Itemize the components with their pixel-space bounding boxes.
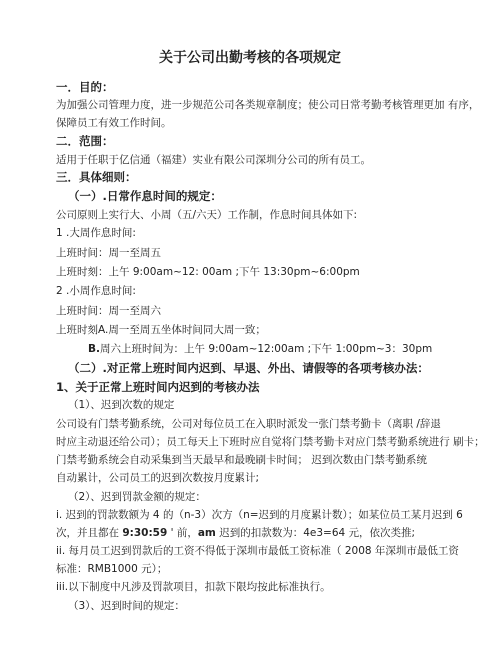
late-count-text-2: 时应主动退还给公司）；员工每天上下班时应自觉将门禁考勤卡对应门禁考勤系统进行 刷卡； (56, 436, 485, 448)
scope-text: 适用于任职于亿信通（福建）实业有限公司深圳分公司的所有员工。 (56, 154, 371, 166)
small-week-days: 上班时间：周一至周六 (56, 305, 161, 317)
fine-rule-i-1: i. 迟到的罚款数额为 4 的（n-3）次方（n=迟到的月度累计数）；如某位员工某月迟到 6 (56, 509, 463, 521)
fine-rule-i-2e: 迟到的扣款数为：4e3=64 元，依次类推; (215, 527, 416, 539)
big-week-label: 1 .大周作息时间: (56, 227, 136, 239)
document-title: 关于公司出勤考核的各项规定 (159, 50, 341, 66)
late-count-label: （1）、迟到次数的规定 (68, 399, 175, 411)
section-rules-heading: 三．具体细则： (56, 170, 137, 184)
item-late-heading: 1、关于正常上班时间内迟到的考核办法 (56, 380, 260, 394)
purpose-text-2: 保障员工有效工作时间。 (56, 117, 172, 129)
late-count-text-4: 自动累计，公司员工的迟到次数按月度累计; (56, 472, 260, 484)
schedule-text: 公司原则上实行大、小周（五/六天）工作制，作息时间具体如下: (56, 209, 358, 221)
fine-rule-i-am: am (197, 527, 216, 539)
late-time-label: （3）、迟到时间的规定： (68, 600, 185, 612)
subsection-attendance-heading: （二）.对正常上班时间内迟到、早退、外出、请假等的各项考核办法： (68, 361, 429, 375)
late-count-text-3: 门禁考勤系统会自动采集到当天最早和最晚刷卡时间； 迟到次数由门禁考勤系统 (56, 454, 427, 466)
late-count-text-1: 公司设有门禁考勤系统，公司对每位员工在入职时派发一张门禁考勤卡（离职 /辞退 (56, 418, 441, 430)
small-week-hours-b-text: 周六上班时间为：上午 9:00am~12:00am ;下午 1:00pm~3：30pm (100, 343, 433, 355)
small-week-label: 2 .小周作息时间: (56, 285, 136, 297)
big-week-days: 上班时间：周一至周五 (56, 247, 161, 259)
fine-rule-i-time: 9:30:59 (122, 527, 168, 539)
purpose-text-1: 为加强公司管理力度，进一步规范公司各类规章制度；使公司日常考勤考核管理更加 有序， (56, 99, 480, 111)
fine-rule-i-2a: 次，并且都在 (56, 527, 123, 539)
fine-rule-iii: iii.以下制度中凡涉及罚款项目，扣款下限均按此标准执行。 (56, 581, 331, 593)
section-scope-heading: 二．范围： (56, 134, 114, 148)
section-purpose-heading: 一．目的： (56, 80, 114, 94)
fine-rule-i-2 (56, 527, 415, 540)
fine-rule-i-2c: ' 前， (167, 527, 198, 539)
small-week-hours-b-prefix: B. (88, 343, 100, 355)
fine-rule-ii-1: ii. 每月员工迟到罚款后的工资不得低于深圳市最低工资标准（ 2008 年深圳市最低工资 (56, 545, 459, 557)
small-week-hours-a: 上班时刻A.周一至周五坐体时间同大周一致； (56, 324, 266, 336)
late-fine-label: （2）、迟到罚款金额的规定： (68, 491, 206, 503)
fine-rule-ii-2: 标准：RMB1000 元）； (56, 563, 168, 575)
subsection-schedule-heading: （一）.日常作息时间的规定： (68, 189, 222, 203)
big-week-hours: 上班时刻：上午 9:00am~12: 00am ;下午 13:30pm~6:00pm (56, 266, 360, 278)
small-week-hours-b (88, 343, 432, 356)
